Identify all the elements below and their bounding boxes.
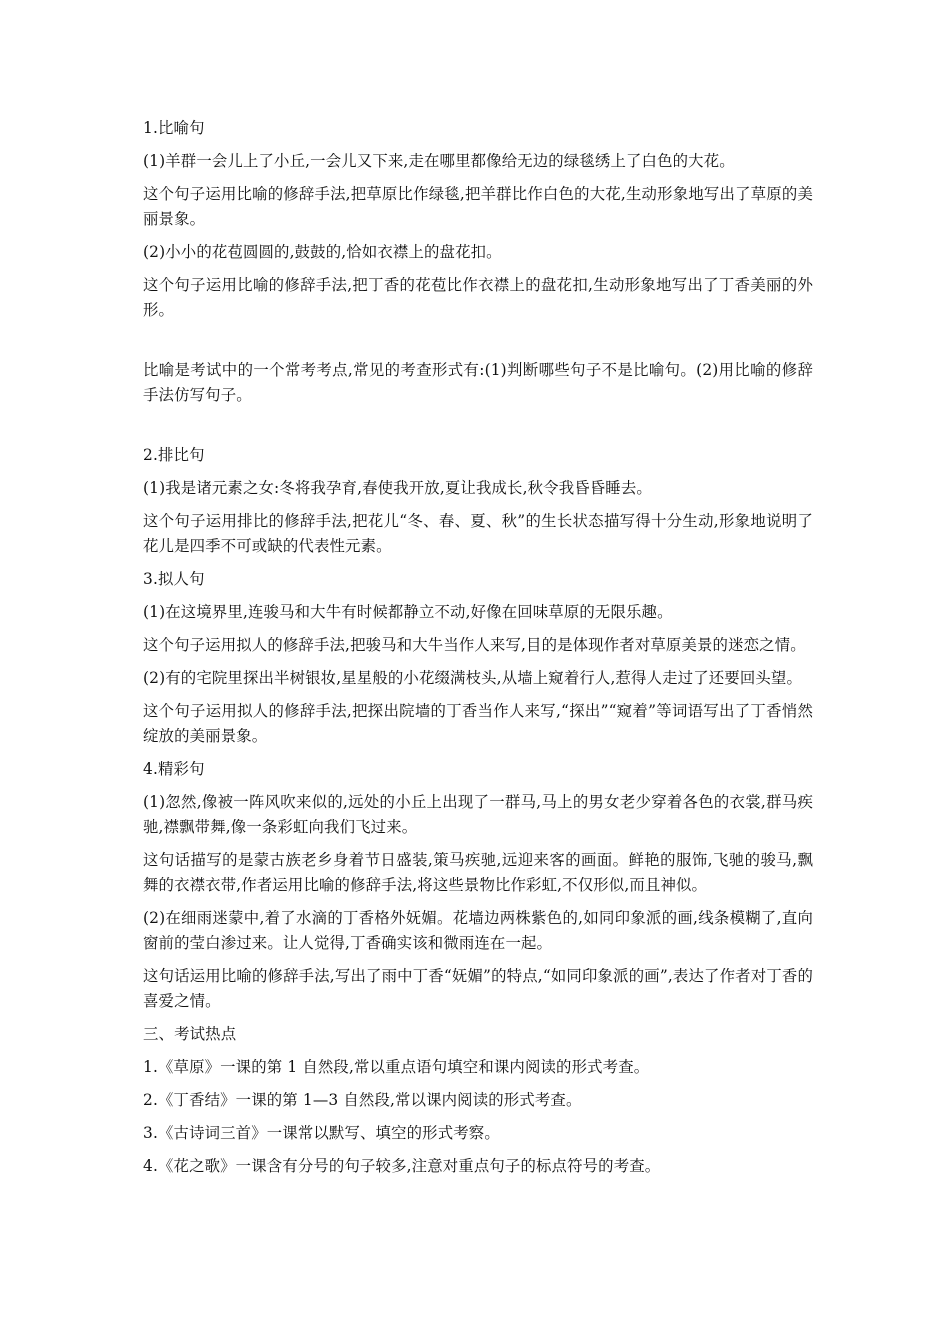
section-heading-parallelism: 2.排比句: [143, 446, 205, 464]
example-sentence: (1)在这境界里,连骏马和大牛有时候都静立不动,好像在回味草原的无限乐趣。: [143, 603, 673, 621]
example-sentence: (1)羊群一会儿上了小丘,一会儿又下来,走在哪里都像给无边的绿毯绣上了白色的大花。: [143, 152, 735, 170]
example-sentence: (2)在细雨迷蒙中,着了水滴的丁香格外妩媚。花墙边两株紫色的,如同印象派的画,线条模糊了,直向窗前的莹白渗过来。让人觉得,丁香确实该和微雨连在一起。: [143, 909, 813, 952]
section-heading-personification: 3.拟人句: [143, 570, 205, 588]
explanation-paragraph: 这个句子运用比喻的修辞手法,把草原比作绿毯,把羊群比作白色的大花,生动形象地写出了草原的美丽景象。: [143, 185, 813, 228]
paragraph-spacer: [143, 416, 813, 443]
hotspot-item: 4.《花之歌》一课含有分号的句子较多,注意对重点句子的标点符号的考查。: [143, 1157, 661, 1175]
explanation-paragraph: 这个句子运用拟人的修辞手法,把骏马和大牛当作人来写,目的是体现作者对草原美景的迷恋之情。: [143, 636, 806, 654]
section-heading-highlight-sentences: 4.精彩句: [143, 760, 205, 778]
section-heading-metaphor: 1.比喻句: [143, 119, 205, 137]
explanation-paragraph: 这句话运用比喻的修辞手法,写出了雨中丁香“妩媚”的特点,“如同印象派的画”,表达了作者对丁香的喜爱之情。: [143, 967, 813, 1010]
document-page: [143, 116, 813, 1187]
example-sentence: (1)忽然,像被一阵风吹来似的,远处的小丘上出现了一群马,马上的男女老少穿着各色的衣裳,群马疾驰,襟飘带舞,像一条彩虹向我们飞过来。: [143, 793, 813, 836]
explanation-paragraph: 这个句子运用拟人的修辞手法,把探出院墙的丁香当作人来写,“探出”“窥着”等词语写出了丁香悄然绽放的美丽景象。: [143, 702, 813, 745]
hotspot-item: 3.《古诗词三首》一课常以默写、填空的形式考察。: [143, 1124, 500, 1142]
example-sentence: (2)小小的花苞圆圆的,鼓鼓的,恰如衣襟上的盘花扣。: [143, 243, 502, 261]
hotspot-item: 1.《草原》一课的第 1 自然段,常以重点语句填空和课内阅读的形式考查。: [143, 1058, 650, 1076]
example-sentence: (2)有的宅院里探出半树银妆,星星般的小花缀满枝头,从墙上窥着行人,惹得人走过了还要回头望。: [143, 669, 803, 687]
paragraph-spacer: [143, 331, 813, 358]
explanation-paragraph: 这句话描写的是蒙古族老乡身着节日盛装,策马疾驰,远迎来客的画面。鲜艳的服饰,飞驰的骏马,飘舞的衣襟衣带,作者运用比喻的修辞手法,将这些景物比作彩虹,不仅形似,而且神似。: [143, 851, 813, 894]
example-sentence: (1)我是诸元素之女:冬将我孕育,春使我开放,夏让我成长,秋令我昏昏睡去。: [143, 479, 652, 497]
hotspot-item: 2.《丁香结》一课的第 1—3 自然段,常以课内阅读的形式考查。: [143, 1091, 582, 1109]
exam-note-paragraph: 比喻是考试中的一个常考考点,常见的考查形式有:(1)判断哪些句子不是比喻句。(2)用比喻的修辞手法仿写句子。: [143, 361, 813, 404]
explanation-paragraph: 这个句子运用排比的修辞手法,把花儿“冬、春、夏、秋”的生长状态描写得十分生动,形象地说明了花儿是四季不可或缺的代表性元素。: [143, 512, 813, 555]
explanation-paragraph: 这个句子运用比喻的修辞手法,把丁香的花苞比作衣襟上的盘花扣,生动形象地写出了丁香美丽的外形。: [143, 276, 813, 319]
section-heading-exam-hotspots: 三、考试热点: [143, 1025, 237, 1043]
